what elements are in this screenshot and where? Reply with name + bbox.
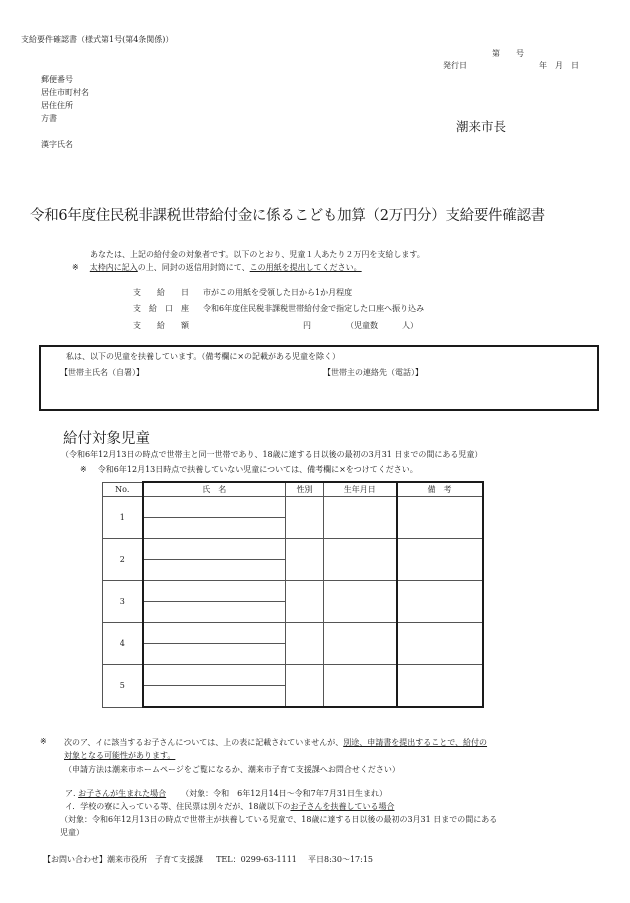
name-kana-cell[interactable] — [143, 581, 286, 602]
gender-cell[interactable] — [286, 539, 324, 581]
column-header-gender: 性別 — [286, 482, 324, 497]
row-number: 5 — [103, 665, 143, 708]
document-number-label: 第 号 — [492, 49, 524, 58]
household-head-name-label: 【世帯主氏名（自署）】 — [60, 368, 144, 377]
contact-phone: TEL：0299-63-1111 — [216, 855, 297, 864]
separate-application-note: 別途、申請書を提出することで、給付の — [343, 738, 488, 747]
birthdate-cell[interactable] — [324, 665, 397, 708]
name-cell[interactable] — [143, 560, 286, 581]
column-header-name: 氏 名 — [143, 482, 286, 497]
remarks-cell[interactable] — [397, 623, 483, 665]
name-kana-cell[interactable] — [143, 623, 286, 644]
children-condition: （令和6年12月13日の時点で世帯主と同一世帯であり、18歳に達する日以後の最初の3月31 日までの間にある児童） — [61, 450, 483, 459]
payment-amount-label: 支 給 額 — [133, 321, 189, 330]
city-label: 居住市町村名 — [41, 88, 89, 97]
household-head-phone-field[interactable] — [330, 380, 580, 404]
children-note-text: 令和6年12月13日時点で扶養していない児童については、備考欄に×をつけてください。 — [97, 465, 418, 474]
declaration-statement: 私は、以下の児童を扶養しています。（備考欄に×の記載がある児童を除く） — [66, 352, 341, 361]
name-kana-cell[interactable] — [143, 497, 286, 518]
gender-cell[interactable] — [286, 623, 324, 665]
remarks-cell[interactable] — [397, 497, 483, 539]
fill-thick-box-instruction: 太枠内に記入 — [89, 263, 138, 272]
residence-label: 居住住所 — [41, 101, 73, 110]
row-number: 1 — [103, 497, 143, 539]
table-row — [103, 581, 483, 602]
notes-line-3: （申請方法は潮来市ホームページをご覧になるか、潮来市子育て支援課へお問合せください） — [64, 765, 400, 774]
notes-line-1 — [64, 737, 487, 748]
contact-office: 潮来市役所 子育て支援課 — [107, 855, 203, 864]
birthdate-cell[interactable] — [324, 581, 397, 623]
note-item-b-detail: （対象：令和6年12月13日の時点で世帯主が扶養している児童で、18歳に達する日以後の最初の3月31 日までの間にある — [60, 815, 498, 824]
gender-cell[interactable] — [286, 581, 324, 623]
birthdate-cell[interactable] — [324, 497, 397, 539]
children-table — [102, 481, 484, 708]
postal-code-label: 郵便番号 — [41, 75, 73, 84]
birthdate-cell[interactable] — [324, 623, 397, 665]
return-envelope-instruction: の上、同封の返信用封筒にて、 — [137, 263, 250, 272]
household-head-phone-label: 【世帯主の連絡先（電話）】 — [323, 368, 423, 377]
notes-line-1-text: 次のア、イに該当するお子さんについては、上の表に記載されていませんが、 — [64, 738, 344, 747]
intro-line-1: あなたは、上記の給付金の対象者です。以下のとおり、児童１人あたり２万円を支給します。 — [90, 250, 425, 259]
table-row — [103, 497, 483, 518]
contact-line — [43, 854, 373, 865]
asterisk-mark: ※ — [80, 465, 87, 474]
note-item-b-text: イ．学校の寮に入っている等、住民票は別々だが、18歳以下の — [65, 802, 291, 811]
mayor-title: 潮来市長 — [456, 119, 507, 134]
form-label: 支給要件確認書（様式第1号(第4条関係)） — [21, 35, 174, 44]
column-header-remarks: 備 考 — [397, 482, 483, 497]
birthdate-cell[interactable] — [324, 539, 397, 581]
household-head-name-field[interactable] — [66, 380, 306, 404]
name-kana-cell[interactable] — [143, 539, 286, 560]
note-item-b-case: お子さんを扶養している場合 — [290, 802, 395, 811]
row-number: 3 — [103, 581, 143, 623]
notes-mark: ※ — [40, 737, 47, 746]
payment-amount-unit: 円 — [303, 321, 311, 330]
care-of-label: 方書 — [41, 114, 57, 123]
name-kana-cell[interactable] — [143, 665, 286, 686]
issue-date-label: 発行日 — [443, 61, 467, 70]
name-cell[interactable] — [143, 518, 286, 539]
remarks-cell[interactable] — [397, 581, 483, 623]
remarks-cell[interactable] — [397, 665, 483, 708]
note-item-a — [65, 788, 387, 799]
submit-form-instruction: この用紙を提出してください。 — [249, 263, 362, 272]
note-item-a-case: お子さんが生まれた場合 — [78, 789, 167, 798]
contact-label: 【お問い合わせ】 — [43, 855, 107, 864]
payment-account-value: 令和6年度住民税非課税世帯給付金で指定した口座へ振り込み — [203, 304, 425, 313]
document-title: 令和6年度住民税非課税世帯給付金に係るこども加算（2万円分）支給要件確認書 — [30, 208, 545, 224]
children-note — [80, 464, 418, 475]
children-section-title: 給付対象児童 — [63, 431, 150, 447]
table-header-row — [103, 482, 483, 497]
note-item-b-detail-2: 児童） — [60, 828, 84, 837]
issue-date-units: 年 月 日 — [539, 61, 579, 70]
payment-account-label: 支 給 口 座 — [133, 304, 189, 313]
remarks-cell[interactable] — [397, 539, 483, 581]
contact-hours: 平日8:30～17:15 — [307, 855, 374, 864]
note-item-a-prefix: ア. — [65, 789, 76, 798]
notes-line-2: 対象となる可能性があります。 — [64, 751, 176, 760]
name-cell[interactable] — [143, 686, 286, 708]
column-header-birthdate: 生年月日 — [324, 482, 397, 497]
asterisk-mark: ※ — [72, 263, 79, 272]
name-cell[interactable] — [143, 602, 286, 623]
note-item-b — [65, 801, 394, 812]
table-row — [103, 539, 483, 560]
intro-line-2 — [72, 262, 362, 273]
gender-cell[interactable] — [286, 497, 324, 539]
table-row — [103, 665, 483, 686]
payment-date-label: 支 給 日 — [133, 288, 189, 297]
name-cell[interactable] — [143, 644, 286, 665]
payment-date-value: 市がこの用紙を受領した日から1か月程度 — [203, 288, 353, 297]
kanji-name-label: 漢字氏名 — [41, 140, 73, 149]
column-header-no: No. — [103, 482, 143, 497]
row-number: 4 — [103, 623, 143, 665]
child-count-label: （児童数 人） — [346, 321, 418, 330]
note-item-a-detail: （対象：令和 6年12月14日～令和7年7月31日生まれ） — [181, 789, 387, 798]
row-number: 2 — [103, 539, 143, 581]
gender-cell[interactable] — [286, 665, 324, 708]
table-row — [103, 623, 483, 644]
